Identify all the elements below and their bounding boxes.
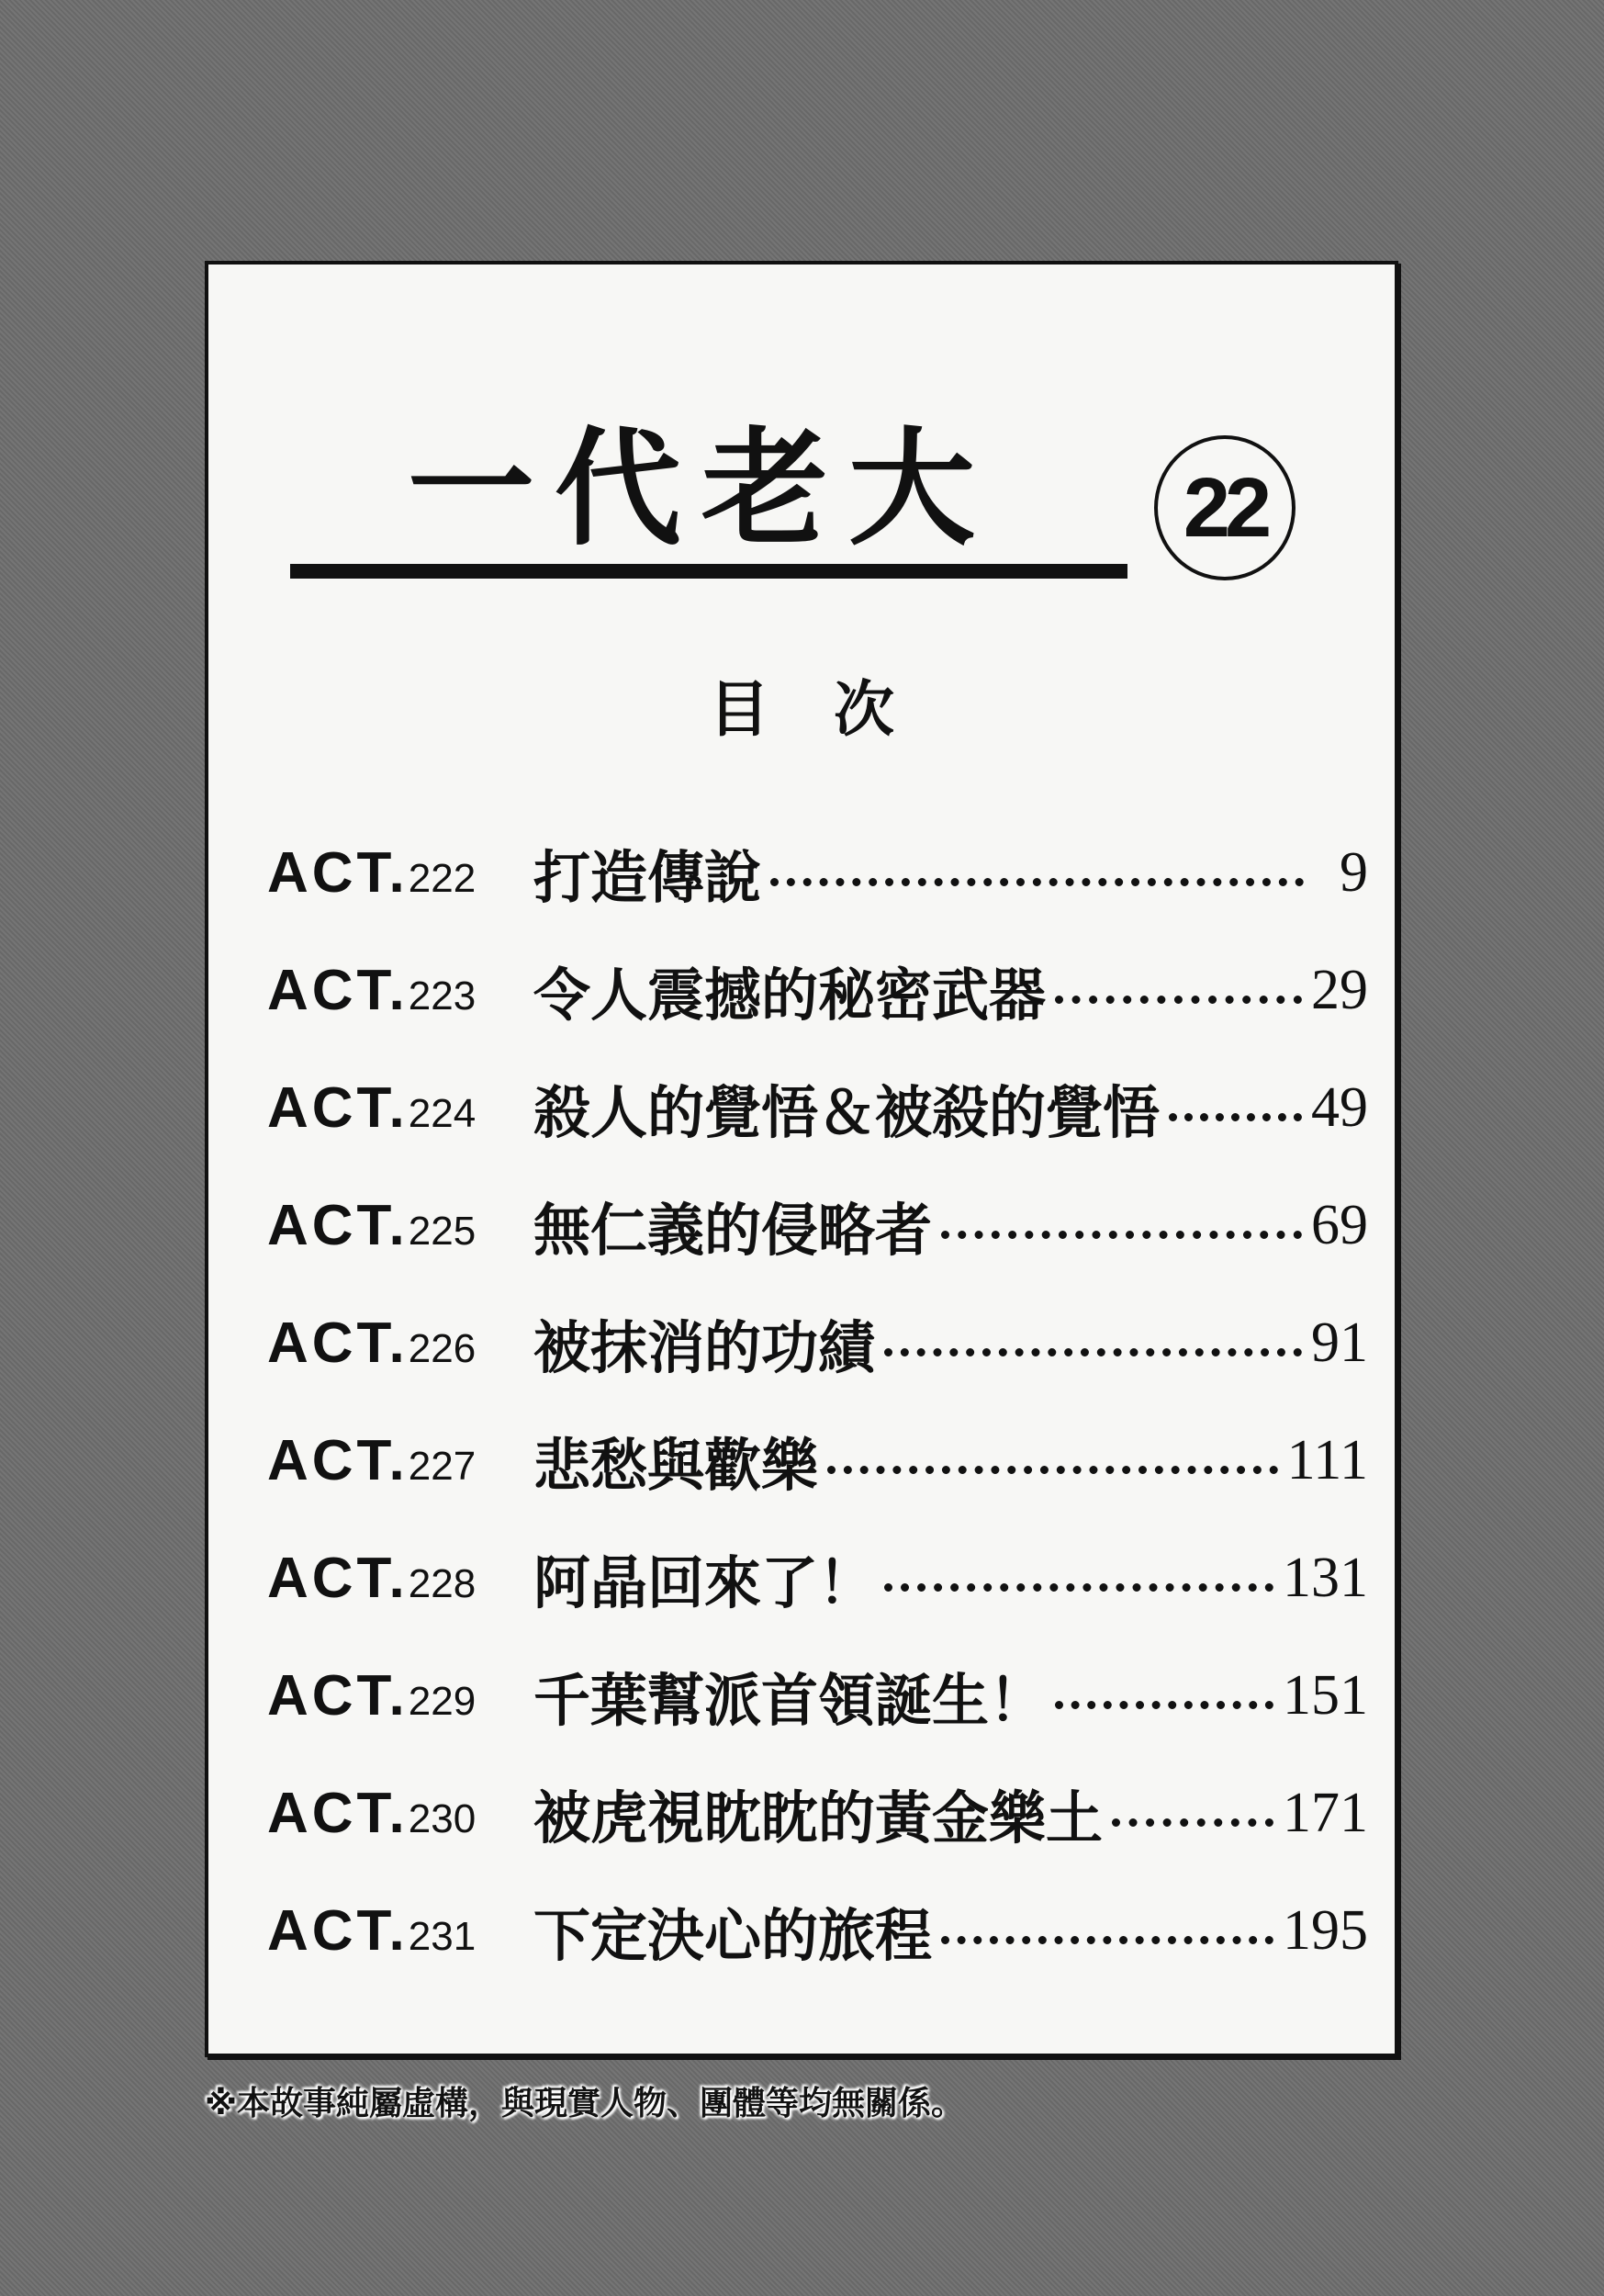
page-number: 195: [1283, 1898, 1368, 1962]
disclaimer: ※本故事純屬虛構，與現實人物、團體等均無關係。: [205, 2085, 964, 2122]
chapter-title: 無仁義的侵略者: [533, 1196, 933, 1264]
page-number: 29: [1311, 958, 1368, 1021]
page-number: 49: [1311, 1075, 1368, 1139]
toc-list: [267, 814, 1368, 1989]
toc-entry[interactable]: [267, 1049, 1368, 1166]
toc-entry[interactable]: [267, 814, 1368, 931]
page-number: 151: [1283, 1663, 1368, 1727]
title-underline: [290, 564, 1127, 579]
act-label: ACT.222: [267, 840, 477, 905]
act-label: ACT.227: [267, 1428, 477, 1492]
leader-dots: [884, 1348, 1302, 1356]
act-label: ACT.224: [267, 1075, 477, 1140]
toc-entry[interactable]: [267, 1637, 1368, 1754]
leader-dots: [770, 878, 1304, 886]
toc-entry[interactable]: [267, 931, 1368, 1049]
leader-dots: [1055, 996, 1302, 1004]
chapter-title: 被抹消的功績: [533, 1313, 876, 1381]
toc-entry[interactable]: [267, 1519, 1368, 1637]
series-title: 一代老大: [408, 415, 996, 563]
chapter-title: 阿晶回來了！: [533, 1548, 876, 1616]
leader-dots: [941, 1231, 1302, 1239]
leader-dots: [1169, 1113, 1302, 1121]
toc-entry[interactable]: [267, 1284, 1368, 1401]
toc-entry[interactable]: [267, 1754, 1368, 1872]
act-label: ACT.230: [267, 1781, 477, 1845]
toc-entry[interactable]: [267, 1166, 1368, 1284]
chapter-title: 殺人的覺悟＆被殺的覺悟: [533, 1078, 1161, 1146]
contents-panel: [205, 261, 1398, 2057]
page-number: 171: [1283, 1781, 1368, 1844]
leader-dots: [1055, 1701, 1273, 1709]
chapter-title: 被虎視眈眈的黃金樂土: [533, 1784, 1104, 1851]
toc-entry[interactable]: [267, 1401, 1368, 1519]
chapter-title: 令人震撼的秘密武器: [533, 961, 1047, 1029]
leader-dots: [884, 1583, 1273, 1592]
act-label: ACT.225: [267, 1193, 477, 1257]
chapter-title: 打造傳說: [533, 843, 762, 911]
act-label: ACT.223: [267, 958, 477, 1022]
act-label: ACT.226: [267, 1311, 477, 1375]
toc-heading: 目次: [709, 674, 959, 745]
chapter-title: 下定決心的旅程: [533, 1901, 933, 1969]
chapter-title: 千葉幫派首領誕生！: [533, 1666, 1047, 1734]
volume-badge: 22: [1154, 435, 1296, 580]
page-number: 69: [1311, 1193, 1368, 1256]
page-number: 131: [1283, 1546, 1368, 1609]
act-label: ACT.231: [267, 1898, 477, 1963]
page-number: 91: [1311, 1311, 1368, 1374]
leader-dots: [941, 1936, 1273, 1944]
act-label: ACT.229: [267, 1663, 477, 1728]
toc-entry[interactable]: [267, 1872, 1368, 1989]
leader-dots: [1112, 1818, 1273, 1827]
page-number: 111: [1286, 1428, 1368, 1491]
leader-dots: [827, 1466, 1278, 1474]
act-label: ACT.228: [267, 1546, 477, 1610]
chapter-title: 悲愁與歡樂: [533, 1431, 819, 1499]
page-number: 9: [1340, 840, 1368, 904]
